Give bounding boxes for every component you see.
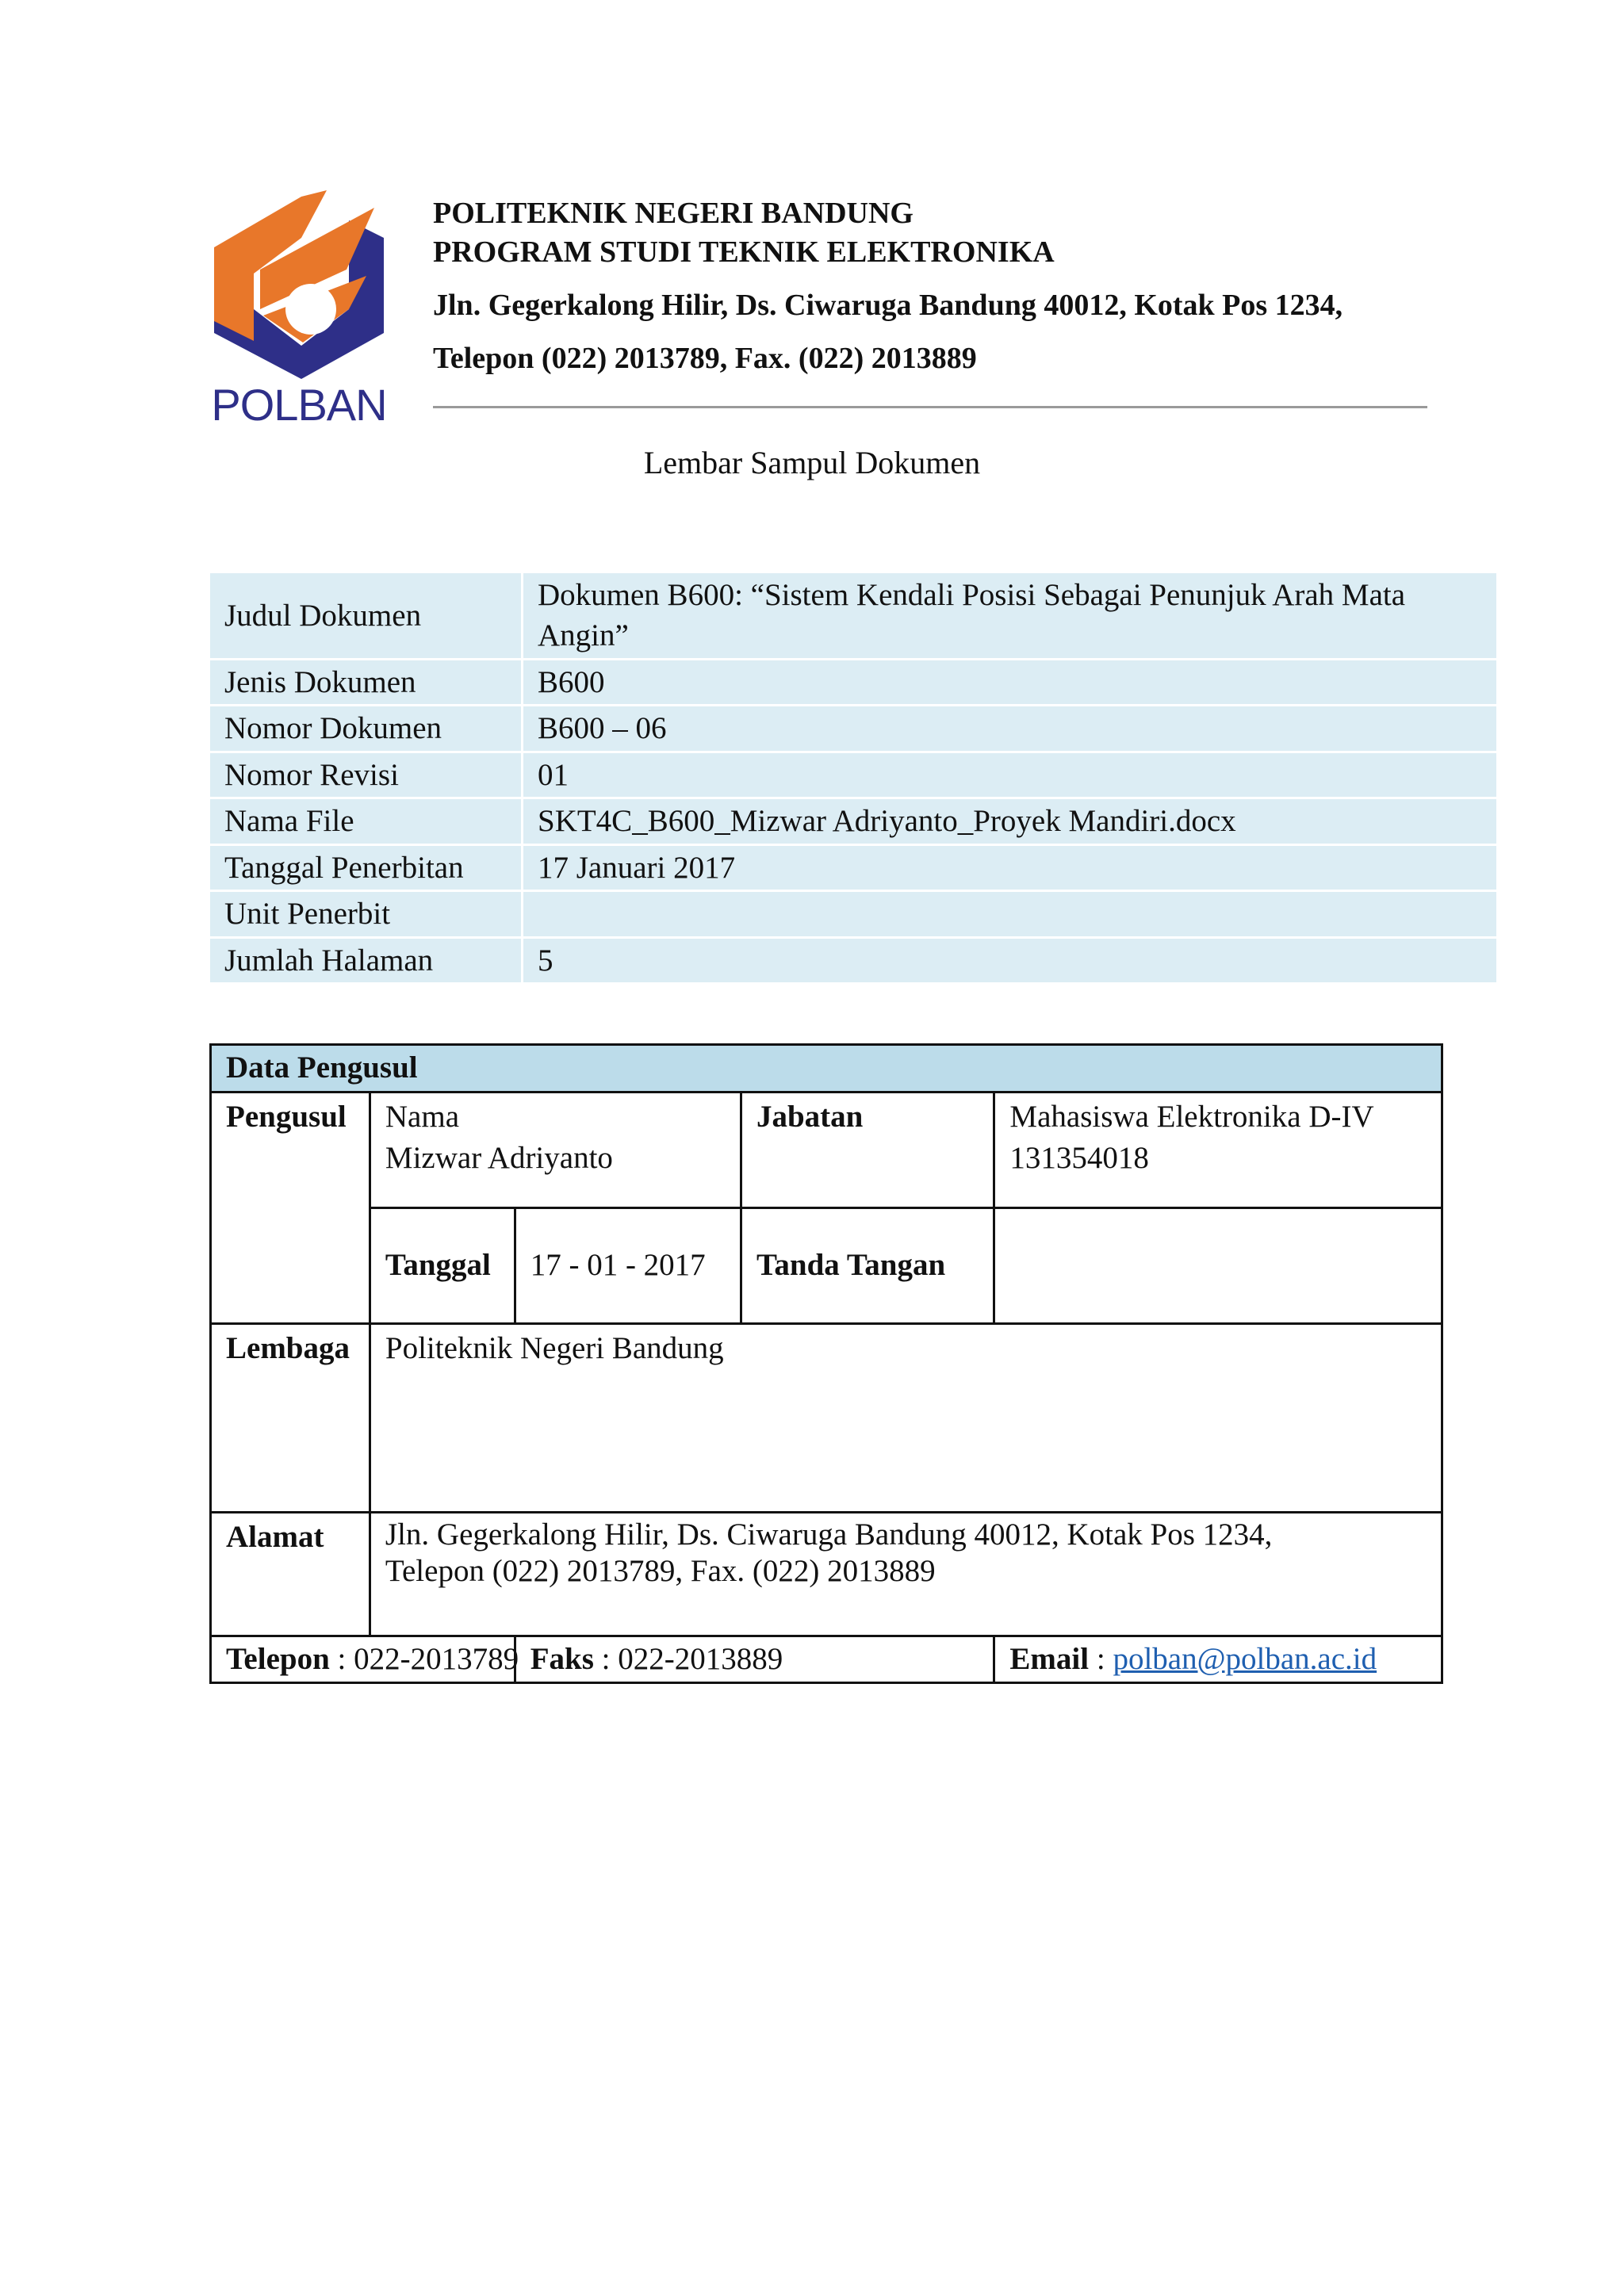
info-row xyxy=(209,891,1498,937)
info-label: Jenis Dokumen xyxy=(209,659,523,705)
jabatan-cell xyxy=(994,1092,1442,1207)
contact-row xyxy=(211,1636,1442,1683)
info-label: Judul Dokumen xyxy=(209,572,523,660)
info-row xyxy=(209,798,1498,844)
info-row xyxy=(209,752,1498,798)
header-phone: Telepon (022) 2013789, Fax. (022) 2013889 xyxy=(433,342,977,375)
info-value: 01 xyxy=(523,752,1498,798)
pengusul-label: Pengusul xyxy=(211,1092,370,1207)
email-cell: Email : polban@polban.ac.id xyxy=(994,1636,1442,1683)
empty-cell xyxy=(211,1207,370,1323)
lembaga-value: Politeknik Negeri Bandung xyxy=(370,1323,1442,1512)
info-value: B600 – 06 xyxy=(523,706,1498,752)
info-value: B600 xyxy=(523,659,1498,705)
info-value: 5 xyxy=(523,937,1498,983)
pengusul-header-row xyxy=(211,1045,1442,1093)
telepon-value: 022-2013789 xyxy=(354,1641,519,1676)
jabatan-value: Mahasiswa Elektronika D-IV xyxy=(1009,1099,1374,1134)
info-label: Jumlah Halaman xyxy=(209,937,523,983)
faks-value: 022-2013889 xyxy=(618,1641,783,1676)
tanggal-label: Tanggal xyxy=(370,1207,515,1323)
program-name: PROGRAM STUDI TEKNIK ELEKTRONIKA xyxy=(433,235,1055,269)
polban-logo-mark xyxy=(208,190,390,381)
info-value xyxy=(523,891,1498,937)
info-label: Nomor Dokumen xyxy=(209,706,523,752)
jabatan-label: Jabatan xyxy=(741,1092,994,1207)
info-label: Unit Penerbit xyxy=(209,891,523,937)
telepon-cell: Telepon : 022-2013789 xyxy=(211,1636,515,1683)
nama-cell xyxy=(370,1092,741,1207)
alamat-line1: Jln. Gegerkalong Hilir, Ds. Ciwaruga Bandung 40012, Kotak Pos 1234, xyxy=(385,1517,1273,1552)
header-address: Jln. Gegerkalong Hilir, Ds. Ciwaruga Bandung 40012, Kotak Pos 1234, xyxy=(433,289,1343,322)
section-title: Data Pengusul xyxy=(211,1045,1442,1093)
polban-logo xyxy=(208,190,390,428)
alamat-label: Alamat xyxy=(211,1512,370,1636)
institution-name: POLITEKNIK NEGERI BANDUNG xyxy=(433,197,914,230)
tanggal-value: 17 - 01 - 2017 xyxy=(515,1207,741,1323)
tanda-tangan-label: Tanda Tangan xyxy=(741,1207,994,1323)
document-title: Lembar Sampul Dokumen xyxy=(643,445,981,480)
nama-label: Nama xyxy=(385,1099,460,1134)
email-link[interactable]: polban@polban.ac.id xyxy=(1113,1641,1377,1676)
tanggal-row xyxy=(211,1207,1442,1323)
header-divider xyxy=(433,406,1427,408)
email-label: Email xyxy=(1009,1641,1090,1676)
info-row xyxy=(209,937,1498,983)
alamat-cell xyxy=(370,1512,1442,1636)
faks-label: Faks xyxy=(530,1641,594,1676)
telepon-label: Telepon xyxy=(226,1641,330,1676)
info-row xyxy=(209,706,1498,752)
info-value: SKT4C_B600_Mizwar Adriyanto_Proyek Mandiri.docx xyxy=(523,798,1498,844)
info-label: Nama File xyxy=(209,798,523,844)
info-label: Nomor Revisi xyxy=(209,752,523,798)
logo-wordmark: POLBAN xyxy=(211,380,387,430)
info-row xyxy=(209,844,1498,890)
nim-value: 131354018 xyxy=(1009,1141,1149,1176)
faks-cell: Faks : 022-2013889 xyxy=(515,1636,994,1683)
lembaga-label: Lembaga xyxy=(211,1323,370,1512)
info-value: Dokumen B600: “Sistem Kendali Posisi Sebagai Penunjuk Arah Mata Angin” xyxy=(523,572,1498,660)
nama-value: Mizwar Adriyanto xyxy=(385,1141,613,1176)
lembaga-row xyxy=(211,1323,1442,1512)
pengusul-row xyxy=(211,1092,1442,1207)
pengusul-table xyxy=(209,1043,1443,1684)
alamat-row xyxy=(211,1512,1442,1636)
info-label: Tanggal Penerbitan xyxy=(209,844,523,890)
alamat-line2: Telepon (022) 2013789, Fax. (022) 2013889 xyxy=(385,1554,936,1589)
signature-cell xyxy=(994,1207,1442,1323)
info-value: 17 Januari 2017 xyxy=(523,844,1498,890)
info-row xyxy=(209,659,1498,705)
info-row xyxy=(209,572,1498,660)
document-info-table xyxy=(208,571,1499,985)
